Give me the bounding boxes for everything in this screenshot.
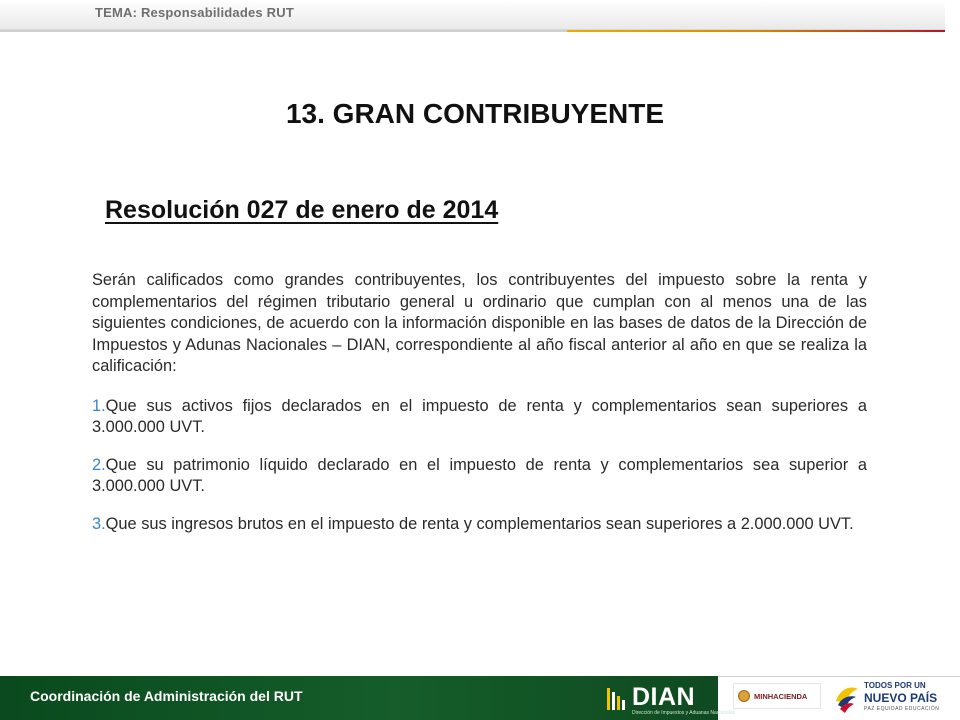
dian-logo-icon [606,686,628,712]
slide-subtitle: Resolución 027 de enero de 2014 [105,196,499,224]
list-item-text: Que sus ingresos brutos en el impuesto de renta y complementarios sean superiores a 2.000.000 UVT. [105,514,854,533]
ministry-logo [733,683,821,709]
slide-body [92,270,867,551]
condor-icon [832,681,860,715]
list-item [92,455,867,498]
list-item-text: Que sus activos fijos declarados en el impuesto de renta y complementarios sean superiores a 3.000.000 UVT. [92,396,867,436]
header-accent-line [0,30,945,32]
government-logo [830,679,948,717]
dian-tagline: Dirección de Impuestos y Aduanas Nacionales [632,710,736,716]
gov-slogan-line3: PAZ EQUIDAD EDUCACIÓN [864,706,940,712]
footer-office-label: Coordinación de Administración del RUT [30,688,303,704]
gov-slogan-line2: NUEVO PAÍS [864,691,938,705]
dian-wordmark: DIAN [632,683,696,711]
topic-label: TEMA: Responsabilidades RUT [95,5,294,20]
slide-title: 13. GRAN CONTRIBUYENTE [285,98,665,129]
list-item-text: Que su patrimonio líquido declarado en el impuesto de renta y complementarios sea superior a 3.000.000 UVT. [92,455,867,495]
list-item-number: 3. [92,514,106,533]
ministry-emblem-icon [738,690,750,702]
list-item [92,396,867,439]
gov-slogan-line1: TODOS POR UN [864,681,926,690]
intro-paragraph: Serán calificados como grandes contribuyentes, los contribuyentes del impuesto sobre la renta y complementarios del régimen tributario general u ordinario que cumplan con al menos una de las siguientes condiciones, de acuerdo con la información disponible en las bases de datos de la Dirección de Impuestos y Adunas Nacionales – DIAN, correspondiente al año fiscal anterior al año en que se realiza la calificación: [92,271,867,375]
list-item [92,514,867,536]
list-item-number: 2. [92,455,106,474]
list-item-number: 1. [92,396,106,415]
ministry-name: MINHACIENDA [754,692,808,701]
dian-logo [602,680,736,716]
